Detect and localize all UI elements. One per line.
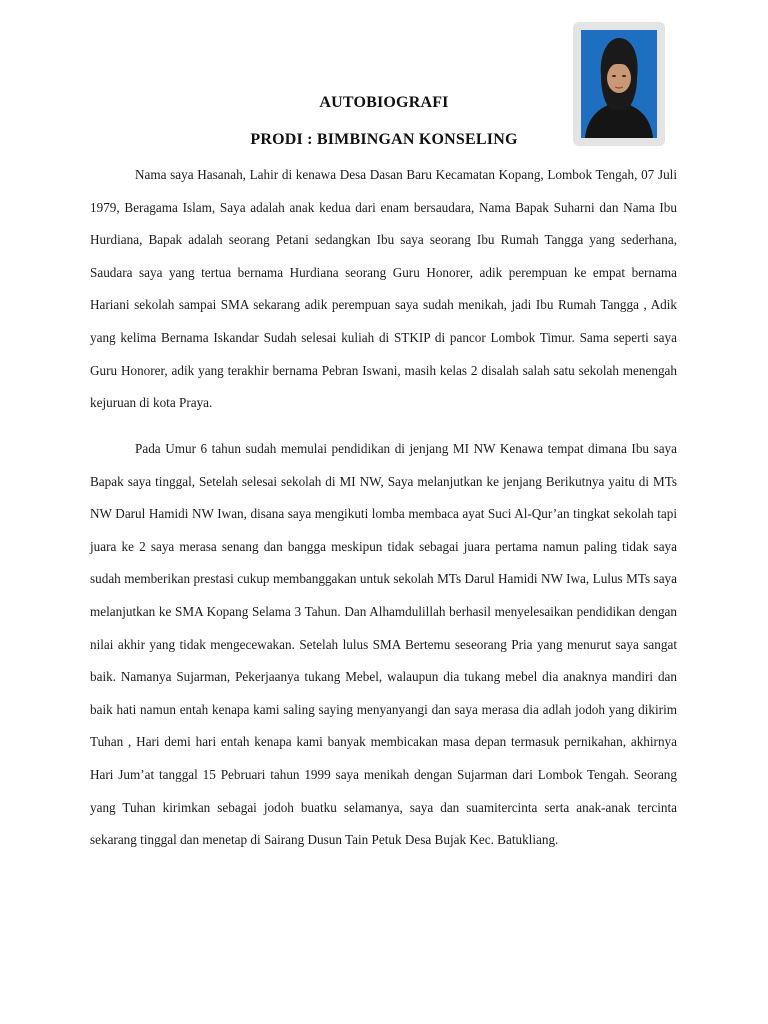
portrait-photo-icon — [581, 30, 657, 138]
portrait-photo-frame — [573, 22, 665, 146]
document-title: AUTOBIOGRAFI — [319, 94, 449, 111]
document-subtitle: PRODI : BIMBINGAN KONSELING — [250, 131, 518, 148]
paragraph-education-marriage — [90, 433, 677, 857]
paragraph-text: Pada Umur 6 tahun sudah memulai pendidikan di jenjang MI NW Kenawa tempat dimana Ibu saya Bapak saya tinggal, Setelah selesai sekolah di MI NW, Saya melanjutkan ke jenjang Berikutnya yaitu di MTs NW Darul Hamidi NW Iwan, disana saya mengikuti lomba membaca ayat Suci Al-Qur’an tingkat sekolah tapi juara ke 2 saya merasa senang dan bangga meskipun tidak sebagai juara pertama namun paling tidak saya sudah memberikan prestasi cukup membanggakan untuk sekolah MTs Darul Hamidi NW Iwa, Lulus MTs saya melanjutkan ke SMA Kopang Selama 3 Tahun. Dan Alhamdulillah berhasil menyelesaikan pendidikan dengan nilai akhir yang tidak mengecewakan. Setelah lulus SMA Bertemu seseorang Pria yang menurut saya sangat baik. Namanya Sujarman, Pekerjaanya tukang Mebel, walaupun dia tukang mebel dia anaknya mandiri dan baik hati namun entah kenapa kami saling saying menyanyangi dan saya merasa dia adlah jodoh yang dikirim Tuhan , Hari demi hari entah kenapa kami banyak membicakan masa depan termasuk pernikahan, akhirnya Hari Jum’at tanggal 15 Pebruari tahun 1999 saya menikah dengan Sujarman dari Lombok Tengah. Seorang yang Tuhan kirimkan sebagai jodoh buatku selamanya, saya dan suamitercinta serta anak-anak tercinta sekarang tinggal dan menetap di Sairang Dusun Tain Petuk Desa Bujak Kec. Batukliang. — [90, 441, 677, 848]
paragraph-personal-background — [90, 159, 677, 420]
paragraph-text: Nama saya Hasanah, Lahir di kenawa Desa Dasan Baru Kecamatan Kopang, Lombok Tengah, 07 Juli 1979, Beragama Islam, Saya adalah anak kedua dari enam bersaudara, Nama Bapak Suharni dan Nama Ibu Hurdiana, Bapak adalah seorang Petani sedangkan Ibu saya seorang Ibu Rumah Tangga yang sederhana, Saudara saya yang tertua bernama Hurdiana seorang Guru Honorer, adik perempuan ke empat bernama Hariani sekolah sampai SMA sekarang adik perempuan saya sudah menikah, jadi Ibu Rumah Tangga , Adik yang kelima Bernama Iskandar Sudah selesai kuliah di STKIP di pancor Lombok Timur. Sama seperti saya Guru Honorer, adik yang terakhir bernama Pebran Iswani, masih kelas 2 disalah salah satu sekolah menengah kejuruan di kota Praya. — [90, 167, 677, 411]
